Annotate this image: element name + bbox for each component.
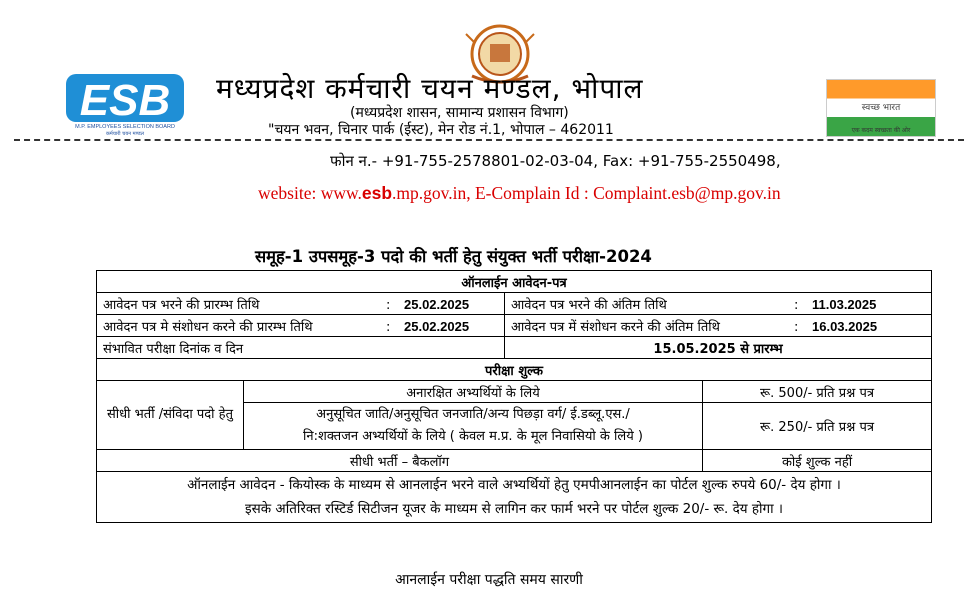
esb-logo-text: ESB [79,76,171,125]
table-row [97,472,932,523]
esb-logo-caption-en: M.P. EMPLOYEES SELECTION BOARD [75,124,175,130]
portal-note-cell [97,472,932,523]
contact-phone: फोन न.- +91-755-2578801-02-03-04, Fax: +91-755-2550498, [330,152,781,170]
contact-website[interactable] [258,183,781,204]
last-date-value: 11.03.2025 [812,296,877,312]
table-row [97,315,932,337]
timetable-heading: आनलाईन परीक्षा पद्धति समय सारणी [395,572,583,588]
table-row [97,337,932,359]
header-divider [14,139,964,141]
edit-last-cell [505,315,932,337]
colon: : [794,297,799,313]
swachh-bharat-label: स्वच्छ भारत [861,103,901,113]
edit-start-label: आवेदन पत्र मे संशोधन करने की प्रारम्भ तिथि [103,319,313,335]
edit-start-cell [97,315,505,337]
org-parent: (मध्यप्रदेश शासन, सामान्य प्रशासन विभाग) [350,105,569,121]
reserved-label-line1: अनुसूचित जाति/अनुसूचित जनजाति/अन्य पिछड़ा वर्ग/ ई.डब्लू.एस./ [316,407,630,422]
edit-start-value: 25.02.2025 [404,318,470,334]
online-form-heading: ऑनलाईन आवेदन-पत्र [97,271,932,293]
reserved-fee: रू. 250/- प्रति प्रश्न पत्र [703,403,932,450]
portal-note-line1: ऑनलाईन आवेदन - कियोस्क के माध्यम से आनलाईन भरने वाले अभ्यर्थियों हेतु एमपीआनलाईन का पोर्टल शुल्क रुपये 60/- देय होगा । [187,477,841,493]
last-date-label: आवेदन पत्र भरने की अंतिम तिथि [511,297,667,313]
reserved-label-cell [244,403,703,450]
exam-date-value: 15.05.2025 से प्रारम्भ [505,337,932,359]
esb-logo-caption-hi: कर्मचारी चयन मण्डल [105,131,145,136]
start-date-cell [97,293,505,315]
fee-heading: परीक्षा शुल्क [97,359,932,381]
table-row [97,450,932,472]
reserved-label-line2: नि:शक्तजन अभ्यर्थियों के लिये ( केवल म.प्र. के मूल निवासियो के लिये ) [303,429,643,444]
esb-logo [66,74,184,136]
exam-title: समूह-1 उपसमूह-3 पदो की भर्ती हेतु संयुक्त भर्ती परीक्षा-2024 [255,247,652,266]
backlog-label: सीधी भर्ती – बैकलॉग [97,450,703,472]
exam-date-label: संभावित परीक्षा दिनांक व दिन [97,337,505,359]
unreserved-label: अनारक्षित अभ्यर्थियों के लिये [244,381,703,403]
website-label: website: www. [258,183,362,203]
colon: : [386,297,391,313]
portal-note-line2: इसके अतिरिक्त रस्टिर्ड सिटीजन यूजर के माध्यम से लागिन कर फार्म भरने पर पोर्टल शुल्क 20/- रू. देय होगा । [244,501,784,517]
edit-last-label: आवेदन पत्र में संशोधन करने की अंतिम तिथि [511,319,720,335]
swachh-bharat-tagline: एक कदम स्वच्छता की ओर [851,127,911,134]
colon: : [794,319,799,335]
direct-recruit-label: सीधी भर्ती /संविदा पदो हेतु [97,381,244,450]
swachh-bharat-logo [826,79,936,137]
schedule-table [96,270,932,523]
table-row [97,359,932,381]
table-row [97,381,932,403]
colon: : [386,319,391,335]
org-address: "चयन भवन, चिनार पार्क (ईस्ट), मेन रोड नं.1, भोपाल – 462011 [268,122,614,138]
last-date-cell [505,293,932,315]
website-bold: esb [361,183,393,203]
start-date-label: आवेदन पत्र भरने की प्रारम्भ तिथि [103,297,260,313]
start-date-value: 25.02.2025 [404,296,470,312]
website-rest: .mp.gov.in, E-Complain Id : Complaint.esb@mp.gov.in [392,183,781,203]
table-row [97,293,932,315]
edit-last-value: 16.03.2025 [812,318,878,334]
org-name: मध्यप्रदेश कर्मचारी चयन मण्डल, भोपाल [216,72,644,105]
unreserved-fee: रू. 500/- प्रति प्रश्न पत्र [703,381,932,403]
backlog-fee: कोई शुल्क नहीं [703,450,932,472]
table-row [97,271,932,293]
